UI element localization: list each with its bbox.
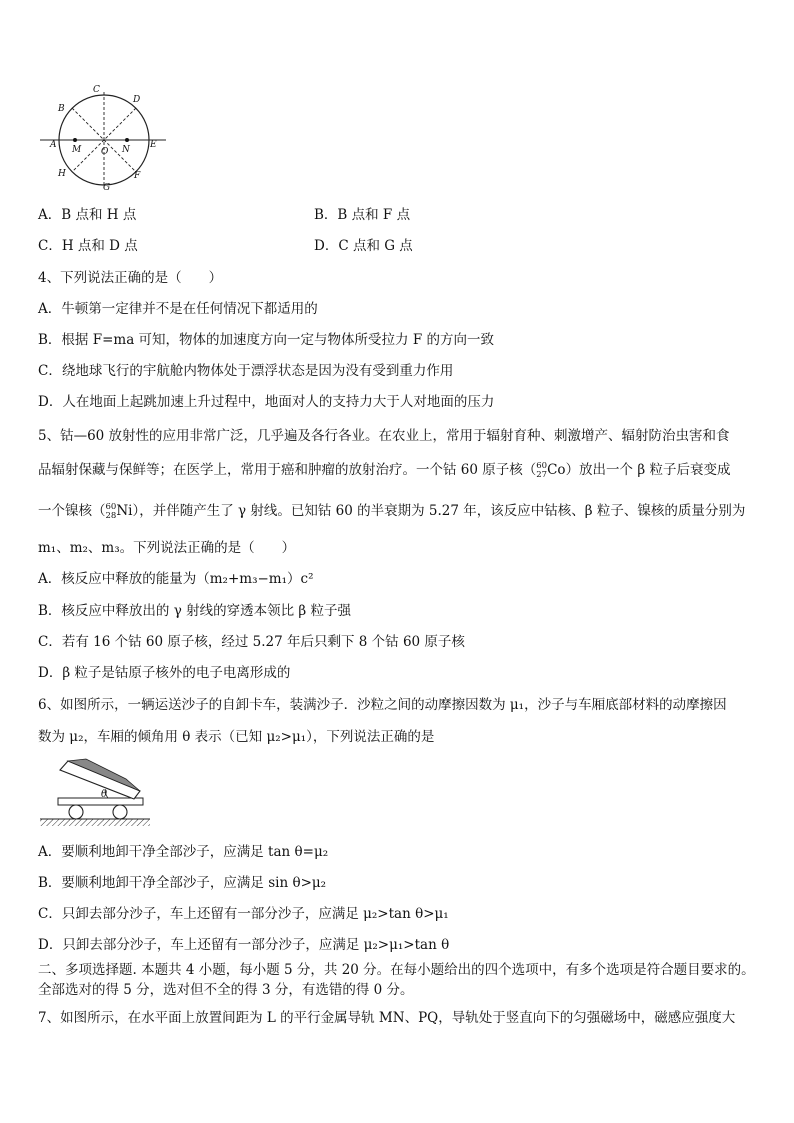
q5-line2-text-a: 品辐射保藏与保鲜等；在医学上，常用于癌和肿瘤的放射治疗。一个钴 60 原子核（	[38, 462, 537, 478]
label-A: A	[50, 140, 57, 150]
q6-stem-line1: 6、如图所示，一辆运送沙子的自卸卡车，装满沙子．沙粒之间的动摩擦因数为 μ₁，沙子与车厢底部材料的动摩擦因	[38, 697, 727, 713]
q4-option-c: C．绕地球飞行的宇航舱内物体处于漂浮状态是因为没有受到重力作用	[38, 363, 454, 379]
q4-stem: 4、下列说法正确的是（ ）	[38, 270, 223, 286]
q5-option-d: D．β 粒子是钴原子核外的电子电离形成的	[38, 665, 291, 681]
label-O: O	[101, 147, 109, 157]
q4-option-d: D．人在地面上起跳加速上升过程中，地面对人的支持力大于人对地面的压力	[38, 394, 495, 410]
q5-stem-line2	[38, 460, 730, 480]
theta-label: θ	[101, 789, 108, 800]
q3-option-c: C．H 点和 D 点	[38, 238, 138, 254]
q3-option-a: A．B 点和 H 点	[38, 207, 137, 223]
q5-stem-line3	[38, 501, 745, 521]
q4-option-b: B．根据 F=ma 可知，物体的加速度方向一定与物体所受拉力 F 的方向一致	[38, 332, 494, 348]
label-D: D	[133, 95, 141, 105]
label-H: H	[58, 169, 66, 179]
label-N: N	[122, 145, 130, 155]
q6-option-c: C．只卸去部分沙子，车上还留有一部分沙子，应满足 μ₂>tan θ>μ₁	[38, 906, 449, 922]
label-M: M	[72, 145, 82, 155]
q5-option-a: A．核反应中释放的能量为（m₂+m₃−m₁）c²	[38, 571, 314, 587]
q5-stem-line4: m₁、m₂、m₃。下列说法正确的是（ ）	[38, 540, 296, 556]
q6-stem-line2: 数为 μ₂，车厢的倾角用 θ 表示（已知 μ₂>μ₁），下列说法正确的是	[38, 729, 435, 745]
q5-stem-line1: 5、钴—60 放射性的应用非常广泛，几乎遍及各行各业。在农业上，常用于辐射育种、刺激增产、辐射防治虫害和食	[38, 428, 730, 444]
q5-line2-text-b: ）放出一个 β 粒子后衰变成	[565, 462, 731, 478]
label-E: E	[150, 140, 157, 150]
q6-option-d: D．只卸去部分沙子，车上还留有一部分沙子，应满足 μ₂>μ₁>tan θ	[38, 937, 450, 953]
q5-line3-text-a: 一个镍核（	[38, 503, 106, 519]
cobalt-symbol: Co	[547, 462, 566, 478]
q5-line3-text-b: ），并伴随产生了 γ 射线。已知钴 60 的半衰期为 5.27 年，该反应中钴核、β 粒子、镍核的质量分别为	[132, 503, 746, 519]
cobalt-nuclide-numbers: 60 27	[536, 460, 548, 480]
q3-option-d: D．C 点和 G 点	[314, 238, 413, 254]
label-C: C	[93, 85, 100, 95]
circle-figure	[38, 82, 170, 192]
q6-option-b: B．要顺利地卸干净全部沙子，应满足 sin θ>μ₂	[38, 875, 327, 891]
q3-option-b: B．B 点和 F 点	[314, 207, 411, 223]
q7-stem-line1: 7、如图所示，在水平面上放置间距为 L 的平行金属导轨 MN、PQ，导轨处于竖直向下的匀强磁场中，磁感应强度大	[38, 1010, 736, 1026]
q6-option-a: A．要顺利地卸干净全部沙子，应满足 tan θ=μ₂	[38, 844, 329, 860]
q5-option-b: B．核反应中释放出的 γ 射线的穿透本领比 β 粒子强	[38, 603, 351, 619]
q4-option-a: A．牛顿第一定律并不是在任何情况下都适用的	[38, 301, 318, 317]
section-2-heading: 二、多项选择题. 本题共 4 小题，每小题 5 分，共 20 分。在每小题给出的四个选项中，有多个选项是符合题目要求的。全部选对的得 5 分，选对但不全的得 3 分，有选错的得 0 分。	[38, 962, 755, 998]
dump-truck-figure	[38, 755, 153, 830]
q5-option-c: C．若有 16 个钴 60 原子核，经过 5.27 年后只剩下 8 个钴 60 原子核	[38, 634, 465, 650]
label-B: B	[58, 104, 65, 114]
nickel-nuclide-numbers: 60 28	[105, 501, 117, 521]
label-F: F	[134, 171, 141, 181]
label-G: G	[103, 183, 111, 192]
nickel-symbol: Ni	[116, 503, 133, 519]
